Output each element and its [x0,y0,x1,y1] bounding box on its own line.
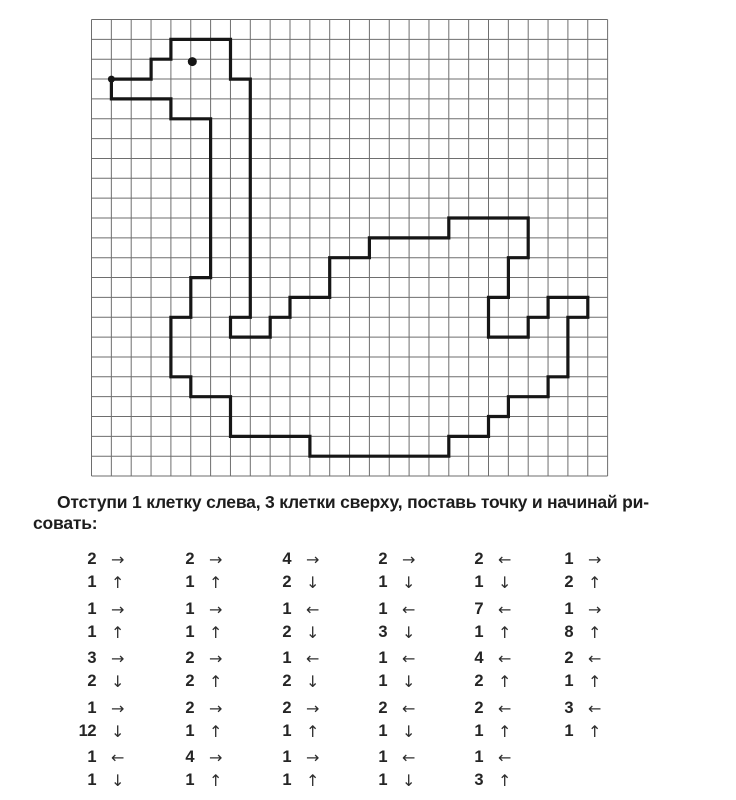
step-cell [541,598,616,621]
arrow-up-icon: ↑ [209,573,223,592]
steps-column-3 [259,548,334,796]
step-cell [541,670,616,693]
arrow-up-icon: ↑ [498,721,512,741]
step-cell [451,697,526,720]
step-count: 2 [474,698,483,717]
arrow-up-icon: ↑ [209,622,223,642]
step-cell [259,647,334,670]
step-cell [451,670,526,693]
arrow-right-icon: → [209,698,223,718]
step-count: 1 [282,649,291,667]
arrow-down-icon: ↓ [402,721,416,741]
step-cell [259,720,334,743]
arrow-up-icon: ↑ [588,721,602,741]
step-count: 1 [378,599,387,618]
step-count: 3 [564,698,573,717]
step-count: 1 [185,573,194,591]
arrow-left-icon: ← [402,599,416,619]
step-count: 12 [78,721,96,740]
grid-lines [92,20,608,477]
step-cell [451,647,526,670]
step-count: 2 [185,672,194,690]
step-count: 1 [474,721,483,740]
dictation-grid [91,19,608,476]
step-cell [541,697,616,720]
step-cell [162,697,237,720]
arrow-right-icon: → [111,698,125,718]
steps-table [0,548,736,800]
step-cell [355,720,430,743]
step-count: 1 [474,573,483,591]
step-cell [162,647,237,670]
step-cell [162,670,237,693]
arrow-down-icon: ↓ [306,573,320,592]
step-cell [162,621,237,644]
arrow-up-icon: ↑ [588,622,602,642]
step-cell [259,598,334,621]
arrow-down-icon: ↓ [402,771,416,790]
step-count: 1 [474,748,483,766]
step-count: 1 [564,721,573,740]
instruction-line-2: совать: [33,512,98,533]
arrow-up-icon: ↑ [209,672,223,691]
step-count: 1 [282,748,291,766]
arrow-left-icon: ← [588,649,602,668]
step-cell [355,647,430,670]
step-cell [355,746,430,769]
step-count: 2 [87,672,96,690]
step-cell [451,548,526,571]
step-count: 2 [378,550,387,568]
step-cell [162,746,237,769]
arrow-left-icon: ← [306,649,320,668]
step-cell [64,720,139,743]
arrow-down-icon: ↓ [111,672,125,691]
step-cell [541,571,616,594]
steps-column-2 [162,548,237,796]
step-cell [162,571,237,594]
step-count: 2 [282,672,291,690]
instruction-line-1: Отступи 1 клетку слева, 3 клетки сверху, поставь точку и начинай ри- [57,492,649,512]
arrow-up-icon: ↑ [306,721,320,741]
step-cell [355,621,430,644]
step-count: 2 [474,672,483,690]
step-cell [541,621,616,644]
step-count: 1 [378,672,387,690]
arrow-down-icon: ↓ [498,573,512,592]
step-count: 2 [564,573,573,591]
step-cell [64,647,139,670]
step-count: 1 [378,771,387,789]
arrow-right-icon: → [111,599,125,619]
step-cell [355,670,430,693]
step-cell [259,621,334,644]
arrow-down-icon: ↓ [402,573,416,592]
step-count: 1 [87,771,96,789]
step-count: 1 [87,748,96,766]
step-cell [355,571,430,594]
step-count: 4 [185,748,194,766]
arrow-up-icon: ↑ [209,771,223,790]
arrow-left-icon: ← [402,649,416,668]
arrow-left-icon: ← [498,748,512,767]
arrow-down-icon: ↓ [306,622,320,642]
arrow-left-icon: ← [306,599,320,619]
step-count: 2 [185,649,194,667]
step-count: 7 [474,599,483,618]
step-count: 2 [564,649,573,667]
arrow-left-icon: ← [498,698,512,718]
step-count: 1 [282,771,291,789]
steps-column-1 [64,548,139,796]
step-cell [259,697,334,720]
step-cell [259,548,334,571]
step-cell [541,647,616,670]
step-cell [451,571,526,594]
step-count: 1 [282,599,291,618]
step-count: 4 [474,649,483,667]
step-count: 8 [564,622,573,641]
steps-column-4 [355,548,430,796]
step-cell [541,548,616,571]
step-cell [64,598,139,621]
arrow-right-icon: → [402,550,416,569]
step-cell [162,548,237,571]
step-count: 2 [282,573,291,591]
arrow-down-icon: ↓ [402,672,416,691]
arrow-up-icon: ↑ [588,573,602,592]
step-cell [451,769,526,792]
step-count: 1 [378,649,387,667]
arrow-up-icon: ↑ [498,672,512,691]
arrow-right-icon: → [111,649,125,668]
step-cell [451,720,526,743]
step-cell [259,769,334,792]
arrow-right-icon: → [306,550,320,569]
steps-column-6 [541,548,616,746]
step-count: 1 [185,622,194,641]
step-cell [355,598,430,621]
arrow-right-icon: → [588,550,602,569]
arrow-up-icon: ↑ [498,771,512,790]
arrow-up-icon: ↑ [588,672,602,691]
arrow-right-icon: → [306,698,320,718]
arrow-up-icon: ↑ [111,573,125,592]
step-count: 1 [87,573,96,591]
step-count: 2 [282,622,291,641]
arrow-right-icon: → [209,748,223,767]
arrow-down-icon: ↓ [306,672,320,691]
step-count: 1 [185,599,194,618]
step-cell [64,548,139,571]
step-cell [162,598,237,621]
arrow-right-icon: → [588,599,602,619]
arrow-right-icon: → [306,748,320,767]
step-count: 4 [282,550,291,568]
steps-column-5 [451,548,526,796]
step-count: 1 [185,721,194,740]
arrow-up-icon: ↑ [111,622,125,642]
arrow-left-icon: ← [402,698,416,718]
step-count: 1 [378,721,387,740]
arrow-left-icon: ← [111,748,125,767]
step-cell [259,670,334,693]
step-count: 1 [564,599,573,618]
instruction-text [33,492,723,533]
step-count: 1 [282,721,291,740]
arrow-up-icon: ↑ [498,622,512,642]
step-count: 2 [378,698,387,717]
step-cell [355,548,430,571]
step-count: 2 [474,550,483,568]
step-cell [259,746,334,769]
step-count: 2 [282,698,291,717]
arrow-down-icon: ↓ [111,771,125,790]
step-count: 3 [474,771,483,789]
step-count: 1 [87,698,96,717]
arrow-down-icon: ↓ [111,721,125,741]
arrow-left-icon: ← [402,748,416,767]
step-count: 1 [564,550,573,568]
start-dot [108,76,115,83]
step-cell [451,621,526,644]
step-cell [162,720,237,743]
step-cell [541,720,616,743]
step-count: 2 [87,550,96,568]
step-cell [355,769,430,792]
step-cell [64,571,139,594]
arrow-down-icon: ↓ [402,622,416,642]
step-cell [355,697,430,720]
grid-svg [91,19,609,477]
step-count: 3 [378,622,387,641]
step-cell [451,598,526,621]
step-count: 1 [378,573,387,591]
step-cell [64,621,139,644]
step-count: 2 [185,550,194,568]
arrow-right-icon: → [111,550,125,569]
step-count: 1 [87,599,96,618]
step-cell [451,746,526,769]
arrow-right-icon: → [209,550,223,569]
step-count: 1 [378,748,387,766]
arrow-left-icon: ← [498,550,512,569]
arrow-up-icon: ↑ [306,771,320,790]
step-count: 1 [185,771,194,789]
step-count: 1 [564,672,573,690]
step-cell [64,769,139,792]
arrow-left-icon: ← [498,599,512,619]
step-cell [64,670,139,693]
step-cell [64,697,139,720]
step-cell [259,571,334,594]
step-cell [162,769,237,792]
step-count: 1 [87,622,96,641]
step-cell [64,746,139,769]
step-count: 3 [87,649,96,667]
arrow-left-icon: ← [588,698,602,718]
arrow-right-icon: → [209,599,223,619]
arrow-right-icon: → [209,649,223,668]
step-count: 2 [185,698,194,717]
step-count: 1 [474,622,483,641]
arrow-left-icon: ← [498,649,512,668]
arrow-up-icon: ↑ [209,721,223,741]
eye-dot [188,57,197,66]
